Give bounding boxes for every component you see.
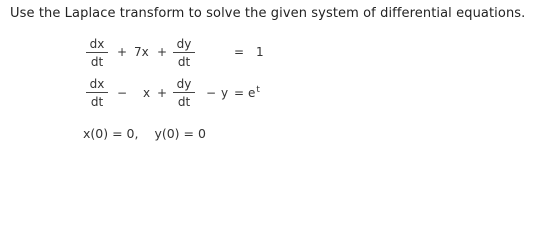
eq1-equals: = bbox=[234, 45, 245, 59]
eq2-frac2-numerator: dy bbox=[176, 77, 192, 91]
eq1-dx-dt-fraction bbox=[86, 38, 108, 68]
eq2-term-y: y bbox=[221, 86, 229, 100]
eq1-frac2-denominator: dt bbox=[177, 55, 191, 69]
eq2-frac1-numerator: dx bbox=[89, 77, 105, 91]
eq2-frac2-denominator: dt bbox=[177, 95, 191, 109]
eq2-dy-dt-fraction bbox=[173, 78, 195, 108]
eq1-plus-2: + bbox=[157, 45, 168, 59]
eq2-dx-dt-fraction bbox=[86, 78, 108, 108]
eq2-frac1-bar bbox=[86, 92, 108, 93]
eq2-rhs-base: e bbox=[248, 86, 256, 100]
eq1-frac2-bar bbox=[173, 52, 195, 53]
eq1-plus-1: + bbox=[117, 45, 128, 59]
eq2-plus: + bbox=[157, 86, 168, 100]
eq2-minus-2: − bbox=[206, 86, 217, 100]
eq1-frac1-numerator: dx bbox=[89, 37, 105, 51]
eq2-frac2-bar bbox=[173, 92, 195, 93]
eq2-frac1-denominator: dt bbox=[90, 95, 104, 109]
eq2-rhs-exponent: t bbox=[256, 85, 260, 95]
eq1-frac1-denominator: dt bbox=[90, 55, 104, 69]
eq1-rhs: 1 bbox=[256, 45, 264, 59]
initial-condition-x: x(0) = 0, bbox=[83, 126, 139, 141]
eq2-minus-1: − bbox=[117, 86, 128, 100]
eq2-rhs bbox=[248, 86, 260, 102]
initial-conditions bbox=[83, 126, 206, 141]
eq2-equals: = bbox=[234, 86, 245, 100]
problem-prompt: Use the Laplace transform to solve the given system of differential equations. bbox=[10, 6, 526, 21]
eq2-term-x: x bbox=[143, 86, 151, 100]
initial-condition-y: y(0) = 0 bbox=[154, 126, 206, 141]
eq1-frac1-bar bbox=[86, 52, 108, 53]
eq1-term-7x: 7x bbox=[134, 45, 149, 59]
eq1-dy-dt-fraction bbox=[173, 38, 195, 68]
eq1-frac2-numerator: dy bbox=[176, 37, 192, 51]
